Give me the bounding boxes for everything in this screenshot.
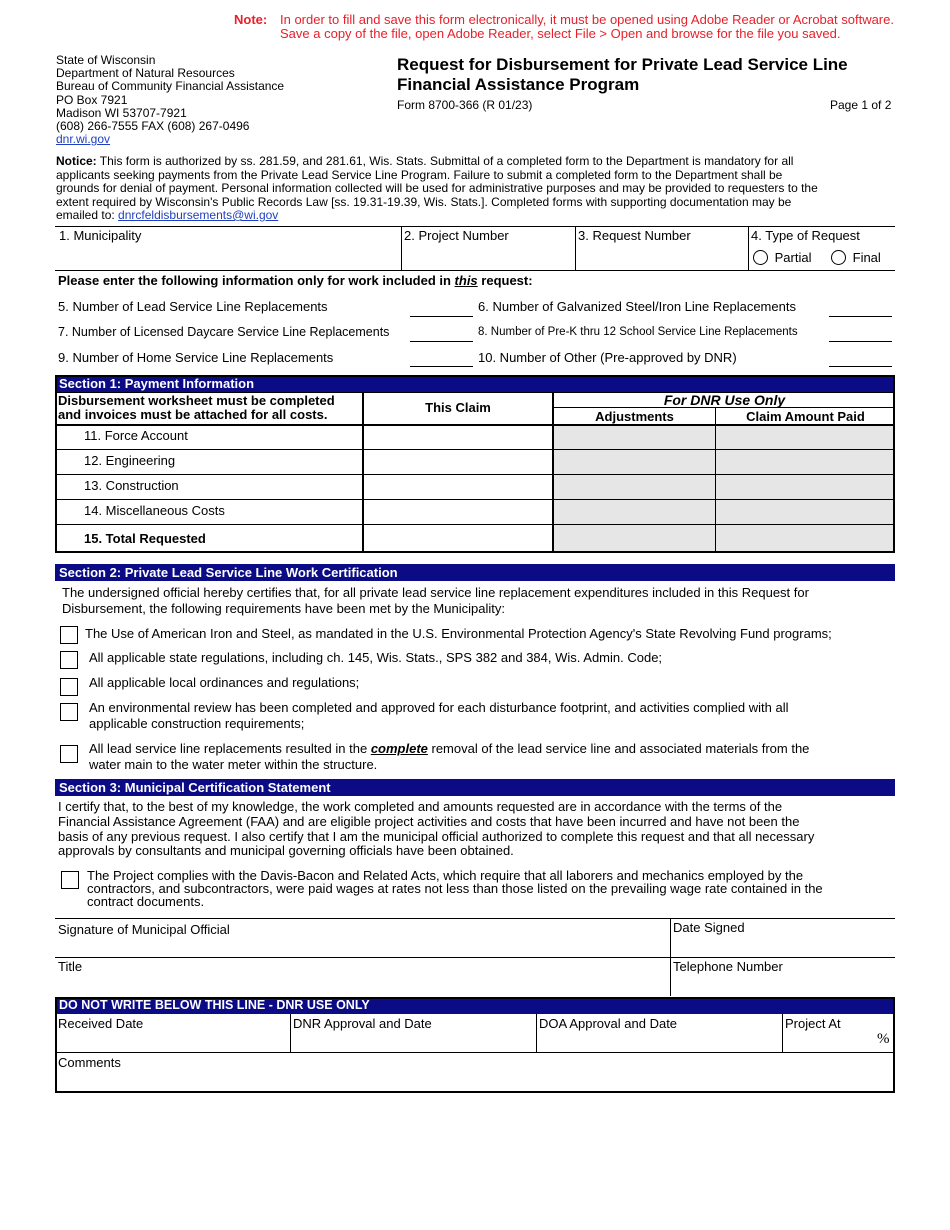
received-date-label: Received Date	[58, 1016, 144, 1031]
date-signed-label: Date Signed	[673, 920, 745, 935]
section1-instructions	[58, 394, 335, 422]
counts-intro-text: Please enter the following information only for work included in	[58, 273, 455, 288]
form-number: Form 8700-366 (R 01/23)	[397, 98, 533, 112]
dnr-approval-label: DNR Approval and Date	[293, 1016, 432, 1031]
section2-intro	[62, 585, 809, 616]
environmental-review-line: An environmental review has been completed and approved for each disturbance footprint, and activities complied with all	[89, 700, 789, 715]
environmental-review-checkbox[interactable]	[60, 703, 78, 721]
section3-header: Section 3: Municipal Certification Statement	[55, 779, 895, 796]
section3-statement	[58, 800, 814, 859]
state-regulations-checkbox[interactable]	[60, 651, 78, 669]
row-force-account: 11. Force Account	[84, 428, 188, 443]
note-line-2: Save a copy of the file, open Adobe Reader, select File > Open and browse for the file you saved.	[280, 26, 841, 41]
project-number-input[interactable]	[402, 244, 573, 268]
state-regulations-label: All applicable state regulations, including ch. 145, Wis. Stats., SPS 382 and 384, Wis. Admin. Code;	[89, 650, 663, 665]
q7-input[interactable]	[410, 341, 473, 342]
complete-removal-text: water main to the water meter within the structure.	[89, 757, 378, 772]
counts-intro-emphasis: this	[454, 273, 478, 288]
project-at-label: Project At	[785, 1016, 841, 1031]
complete-removal-text: All lead service line replacements resulted in the	[89, 741, 371, 756]
telephone-input[interactable]	[672, 975, 894, 995]
telephone-label: Telephone Number	[673, 959, 783, 974]
davis-bacon-line: The Project complies with the Davis-Bacon and Related Acts, which require that all laborers and mechanics employed by the	[87, 868, 804, 883]
agency-line: (608) 266-7555 FAX (608) 267-0496	[56, 119, 250, 134]
q10-input[interactable]	[829, 366, 892, 367]
notice-text: emailed to:	[56, 208, 119, 222]
q5-input[interactable]	[410, 316, 473, 317]
notice-text: applicants seeking payments from the Private Lead Service Line Program. Failure to submit a completed form to the Department shall be	[56, 167, 783, 182]
davis-bacon-label	[87, 869, 823, 908]
misc-costs-claim-input[interactable]	[364, 501, 551, 523]
davis-bacon-line: contract documents.	[87, 894, 205, 909]
col-dnr-use-only: For DNR Use Only	[663, 392, 786, 408]
row-engineering: 12. Engineering	[84, 453, 176, 468]
force-account-claim-input[interactable]	[364, 426, 551, 448]
percent-sign: %	[877, 1031, 890, 1047]
agency-line: Department of Natural Resources	[56, 66, 235, 81]
comments-label: Comments	[58, 1055, 121, 1070]
final-radio[interactable]	[831, 250, 846, 265]
signature-input[interactable]	[56, 937, 668, 956]
col-claim-amount-paid: Claim Amount Paid	[746, 409, 865, 424]
section3-line: basis of any previous request. I also certify that I am the municipal official authorized to complete this request and that all necessary	[58, 828, 815, 844]
construction-claim-input[interactable]	[364, 476, 551, 498]
signature-label: Signature of Municipal Official	[58, 922, 230, 937]
dnr-only-header: DO NOT WRITE BELOW THIS LINE - DNR USE ONLY	[55, 997, 895, 1014]
notice-text: extent required by Wisconsin's Public Records Law [ss. 19.31-19.39, Wis. Stats.]. Completed forms with supporting documentation may be	[56, 194, 792, 209]
counts-intro-text: request:	[477, 273, 533, 288]
davis-bacon-checkbox[interactable]	[61, 871, 79, 889]
agency-line: Bureau of Community Financial Assistance	[56, 79, 285, 94]
total-claim-input[interactable]	[364, 526, 551, 551]
municipality-input[interactable]	[56, 244, 399, 268]
q6-label: 6. Number of Galvanized Steel/Iron Line Replacements	[478, 299, 796, 314]
davis-bacon-line: contractors, and subcontractors, were paid wages at rates not less than those listed on the prevailing wage rate contained in the	[87, 881, 823, 896]
complete-removal-checkbox[interactable]	[60, 745, 78, 763]
doa-approval-label: DOA Approval and Date	[539, 1016, 678, 1031]
notice-text: This form is authorized by ss. 281.59, and 281.61, Wis. Stats. Submittal of a completed form to the Department is mandatory for all	[96, 154, 794, 168]
note-line-1: In order to fill and save this form electronically, it must be opened using Adobe Reader or Acrobat software.	[280, 12, 894, 27]
page-number: Page 1 of 2	[830, 98, 892, 112]
section2-header: Section 2: Private Lead Service Line Work Certification	[55, 564, 895, 581]
agency-line: State of Wisconsin	[56, 53, 156, 67]
form-title-line: Request for Disbursement for Private Lead Service Line	[397, 55, 848, 74]
section2-intro-line: Disbursement, the following requirements have been met by the Municipality:	[62, 600, 505, 616]
environmental-review-label	[89, 700, 789, 732]
q5-label: 5. Number of Lead Service Line Replacements	[58, 299, 328, 314]
final-label: Final	[852, 250, 881, 266]
section1-instr-line: Disbursement worksheet must be completed	[58, 393, 335, 408]
section2-intro-line: The undersigned official hereby certifies that, for all private lead service line replacement expenditures included in this Request for	[62, 585, 809, 600]
row-misc-costs: 14. Miscellaneous Costs	[84, 503, 225, 518]
q10-label: 10. Number of Other (Pre-approved by DNR)	[478, 350, 737, 365]
agency-line: PO Box 7921	[56, 92, 128, 107]
agency-line: Madison WI 53707-7921	[56, 105, 187, 120]
complete-removal-emphasis: complete	[370, 741, 428, 756]
counts-intro	[58, 273, 533, 288]
q8-label: 8. Number of Pre-K thru 12 School Service Line Replacements	[478, 326, 798, 338]
section3-line: approvals by consultants and municipal governing officials have been obtained.	[58, 843, 514, 859]
section3-line: Financial Assistance Agreement (FAA) and are eligible project activities and costs that have been incurred and have not been the	[58, 813, 800, 829]
row-total-requested: 15. Total Requested	[84, 531, 206, 546]
col-this-claim: This Claim	[425, 400, 491, 415]
q7-label: 7. Number of Licensed Daycare Service Line Replacements	[58, 325, 390, 339]
aisi-checkbox[interactable]	[60, 626, 78, 644]
row-construction: 13. Construction	[84, 478, 179, 493]
project-number-label: 2. Project Number	[404, 228, 509, 243]
q9-label: 9. Number of Home Service Line Replacements	[58, 350, 334, 365]
notice-label: Notice:	[56, 154, 97, 168]
partial-label: Partial	[774, 250, 812, 266]
section3-line: I certify that, to the best of my knowledge, the work completed and amounts requested are in accordance with the terms of the	[58, 799, 783, 814]
title-input[interactable]	[56, 975, 668, 995]
partial-radio[interactable]	[753, 250, 768, 265]
section1-instr-line: and invoices must be attached for all costs.	[58, 407, 328, 422]
q8-input[interactable]	[829, 341, 892, 342]
partial-option[interactable]	[753, 249, 811, 265]
agency-address	[56, 54, 284, 146]
complete-removal-label	[89, 741, 809, 773]
final-option[interactable]	[831, 249, 881, 265]
municipality-label: 1. Municipality	[59, 228, 142, 243]
aisi-label: The Use of American Iron and Steel, as mandated in the U.S. Environmental Protection Agency's State Revolving Fund programs;	[85, 626, 832, 641]
local-ordinances-label: All applicable local ordinances and regulations;	[89, 675, 360, 690]
environmental-review-line: applicable construction requirements;	[89, 716, 305, 731]
note-label: Note:	[234, 12, 268, 27]
request-number-label: 3. Request Number	[578, 228, 691, 243]
title-label: Title	[58, 959, 83, 974]
q6-input[interactable]	[829, 316, 892, 317]
notice-text: grounds for denial of payment. Personal information collected will be used for administrative purposes and may be provided to requesters to the	[56, 181, 818, 195]
type-of-request-label: 4. Type of Request	[751, 228, 860, 243]
section1-header: Section 1: Payment Information	[55, 375, 895, 392]
local-ordinances-checkbox[interactable]	[60, 678, 78, 696]
form-title-line: Financial Assistance Program	[397, 75, 640, 94]
request-number-input[interactable]	[576, 244, 746, 268]
complete-removal-text: removal of the lead service line and associated materials from the	[427, 741, 810, 756]
form-title	[397, 55, 848, 95]
col-adjustments: Adjustments	[595, 409, 674, 424]
q9-input[interactable]	[410, 366, 473, 367]
email-link[interactable]: dnrcfeldisbursements@wi.gov	[118, 208, 279, 222]
date-signed-input[interactable]	[672, 936, 894, 956]
notice-paragraph	[56, 155, 896, 223]
dnr-only-frame	[55, 997, 895, 1093]
agency-website-link[interactable]: dnr.wi.gov	[56, 132, 111, 147]
engineering-claim-input[interactable]	[364, 451, 551, 473]
